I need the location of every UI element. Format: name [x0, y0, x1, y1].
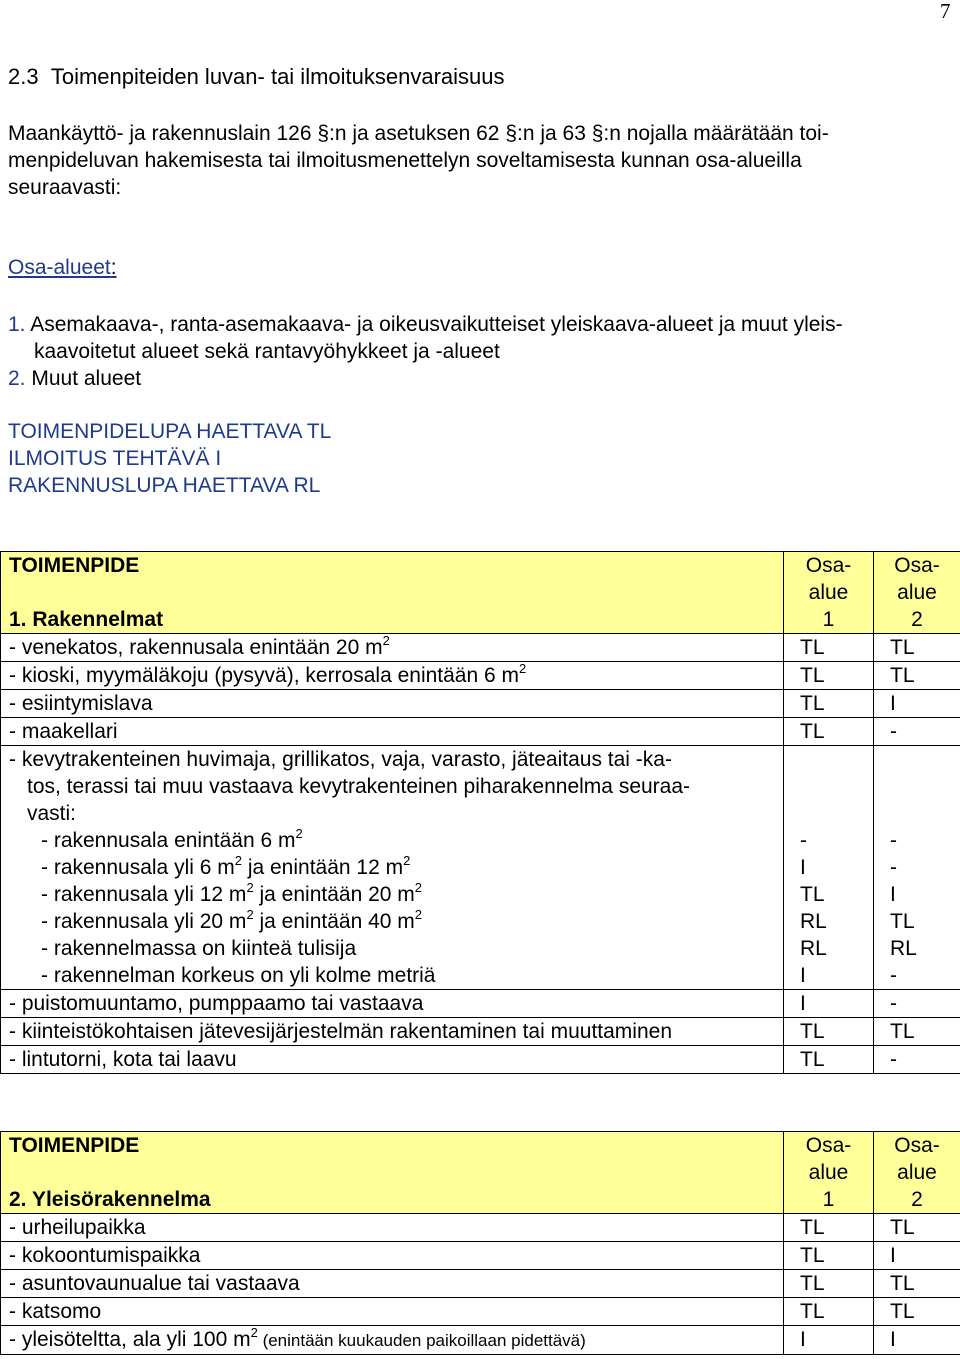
legend-item-tl: TOIMENPIDELUPA HAETTAVA TL: [8, 420, 332, 443]
table-row: [1, 1326, 960, 1355]
row-text-line: tos, terassi tai muu vastaava kevytrakenteinen piharakennelma seuraa-: [27, 775, 691, 798]
row-text: [1, 746, 784, 990]
table-row: [1, 990, 960, 1018]
table-row: [1, 1018, 960, 1046]
row-text: - urheilupaikka: [1, 1214, 784, 1242]
header-alue: alue: [897, 581, 937, 604]
row-osa-2: TL: [874, 1214, 960, 1242]
row-osa-2: TL: [874, 1018, 960, 1046]
table-rakennelmat: [0, 551, 960, 1074]
area-item-1: [8, 311, 958, 338]
row-osa-1: TL: [784, 1214, 874, 1242]
section-title-text: Toimenpiteiden luvan- tai ilmoituksenvaraisuus: [50, 64, 505, 89]
header-alue: alue: [808, 581, 849, 604]
page-number: 7: [940, 0, 951, 23]
header-osa: Osa-: [805, 554, 852, 577]
row-osa-2: -: [874, 1046, 960, 1074]
table-row: [1, 1214, 960, 1242]
sub-item: - rakennelman korkeus on yli kolme metriä: [41, 964, 436, 987]
row-osa-1: TL: [784, 662, 874, 690]
header-osa: Osa-: [805, 1134, 852, 1157]
row-osa-1: TL: [784, 690, 874, 718]
table-row: [1, 1242, 960, 1270]
row-osa-2: TL: [874, 662, 960, 690]
row-osa-1: TL: [784, 1046, 874, 1074]
row-text: - kiinteistökohtaisen jätevesijärjestelmän rakentaminen tai muuttaminen: [1, 1018, 784, 1046]
legend-item-i: ILMOITUS TEHTÄVÄ I: [8, 447, 222, 470]
row-osa-2: TL: [874, 634, 960, 662]
sub-item: - rakennusala yli 12 $m^2$ ja enintään 20 $m^2$: [41, 880, 423, 906]
legend-item-rl: RAKENNUSLUPA HAETTAVA RL: [8, 474, 321, 497]
row-osa-1: TL: [784, 1298, 874, 1326]
row-osa-1: TL: [784, 1270, 874, 1298]
row-text: - esiintymislava: [1, 690, 784, 718]
section-title: [8, 64, 505, 90]
header-label: TOIMENPIDE: [9, 554, 140, 577]
row-text: - kioski, myymäläkoju (pysyvä), kerrosala enintään 6 $m^2$: [1, 662, 784, 690]
table-row-kevytrakenteinen: [1, 746, 960, 990]
sub-item: - rakennelmassa on kiinteä tulisija: [41, 937, 357, 960]
sub-item: - rakennusala yli 20 $m^2$ ja enintään 40 $m^2$: [41, 907, 423, 933]
row-text: - maakellari: [1, 718, 784, 746]
header-osa-alue-2: [874, 1132, 960, 1214]
table-row: [1, 1298, 960, 1326]
header-num: 1: [822, 1188, 835, 1211]
row-osa-1: TL: [784, 1018, 874, 1046]
header-osa-alue-1: [784, 552, 874, 634]
area-text: Muut alueet: [25, 367, 142, 390]
area-item-2: [8, 365, 958, 392]
header-osa: Osa-: [894, 554, 940, 577]
row-osa-2: I: [874, 1242, 960, 1270]
table-yleisorakennelma: [0, 1131, 960, 1355]
row-text: - kokoontumispaikka: [1, 1242, 784, 1270]
header-num: 2: [911, 608, 923, 631]
table-row: [1, 662, 960, 690]
header-num: 2: [911, 1188, 923, 1211]
table-row: [1, 634, 960, 662]
header-osa-alue-1: [784, 1132, 874, 1214]
area-item-1-cont: kaavoitetut alueet sekä rantavyöhykkeet ja -alueet: [34, 340, 500, 363]
row-osa-1: TL: [784, 718, 874, 746]
row-osa-1: TL: [784, 634, 874, 662]
osa-alueet-heading-text: Osa-alueet: [8, 256, 111, 279]
sub-item: - rakennusala enintään 6 $m^2$: [41, 826, 303, 852]
table-row: [1, 718, 960, 746]
row-osa-1: I: [784, 990, 874, 1018]
header-osa: Osa-: [894, 1134, 940, 1157]
section-number: 2.3: [8, 64, 39, 89]
area-list: [8, 311, 958, 392]
intro-line: Maankäyttö- ja rakennuslain 126 §:n ja asetuksen 62 §:n ja 63 §:n nojalla määrätään toi-: [8, 122, 829, 145]
row-text-line: vasti:: [27, 802, 77, 825]
row-text: - katsomo: [1, 1298, 784, 1326]
area-number: 2.: [8, 367, 26, 390]
intro-line: seuraavasti:: [8, 176, 122, 199]
table-header: [1, 1132, 960, 1214]
table-row: [1, 1046, 960, 1074]
intro-line: menpideluvan hakemisesta tai ilmoitusmenettelyn soveltamisesta kunnan osa-alueilla: [8, 149, 802, 172]
header-category: 2. Yleisörakennelma: [9, 1188, 211, 1211]
row-osa-1: I: [784, 1326, 874, 1355]
permit-legend: [8, 418, 331, 499]
header-label: TOIMENPIDE: [9, 1134, 140, 1157]
osa-alueet-heading: Osa-alueet:: [8, 256, 117, 279]
row-osa-2: I: [874, 1326, 960, 1355]
intro-paragraph: [8, 120, 958, 201]
row-text: - venekatos, rakennusala enintään 20 $m^2$: [1, 634, 784, 662]
row-text: - asuntovaunualue tai vastaava: [1, 1270, 784, 1298]
row-osa-2: TL: [874, 1298, 960, 1326]
sub-item: - rakennusala yli 6 $m^2$ ja enintään 12 $m^2$: [41, 853, 411, 879]
header-category: 1. Rakennelmat: [9, 608, 164, 631]
area-text: Asemakaava-, ranta-asemakaava- ja oikeusvaikutteiset yleiskaava-alueet ja muut yleis-: [25, 313, 843, 336]
header-alue: alue: [808, 1161, 849, 1184]
header-alue: alue: [897, 1161, 937, 1184]
row-note: (enintään kuukauden paikoillaan pidettävä): [257, 1331, 586, 1350]
row-osa-2: I: [874, 690, 960, 718]
header-toimenpide: [1, 1132, 784, 1214]
table-header: [1, 552, 960, 634]
row-text: - lintutorni, kota tai laavu: [1, 1046, 784, 1074]
row-text: - yleisöteltta, ala yli 100 $m^2$ (enintään kuukauden paikoillaan pidettävä): [1, 1326, 784, 1355]
row-osa-2: TL: [874, 1270, 960, 1298]
row-osa-1: - I TL RL RL I: [784, 746, 874, 990]
row-text: - puistomuuntamo, pumppaamo tai vastaava: [1, 990, 784, 1018]
area-number: 1.: [8, 313, 26, 336]
table-row: [1, 1270, 960, 1298]
row-osa-2: - - I TL RL -: [874, 746, 960, 990]
table-row: [1, 690, 960, 718]
row-osa-2: -: [874, 718, 960, 746]
row-osa-1: TL: [784, 1242, 874, 1270]
header-osa-alue-2: [874, 552, 960, 634]
header-num: 1: [822, 608, 835, 631]
header-toimenpide: [1, 552, 784, 634]
row-text-line: - kevytrakenteinen huvimaja, grillikatos, vaja, varasto, jäteaitaus tai -ka-: [9, 748, 672, 771]
row-osa-2: -: [874, 990, 960, 1018]
